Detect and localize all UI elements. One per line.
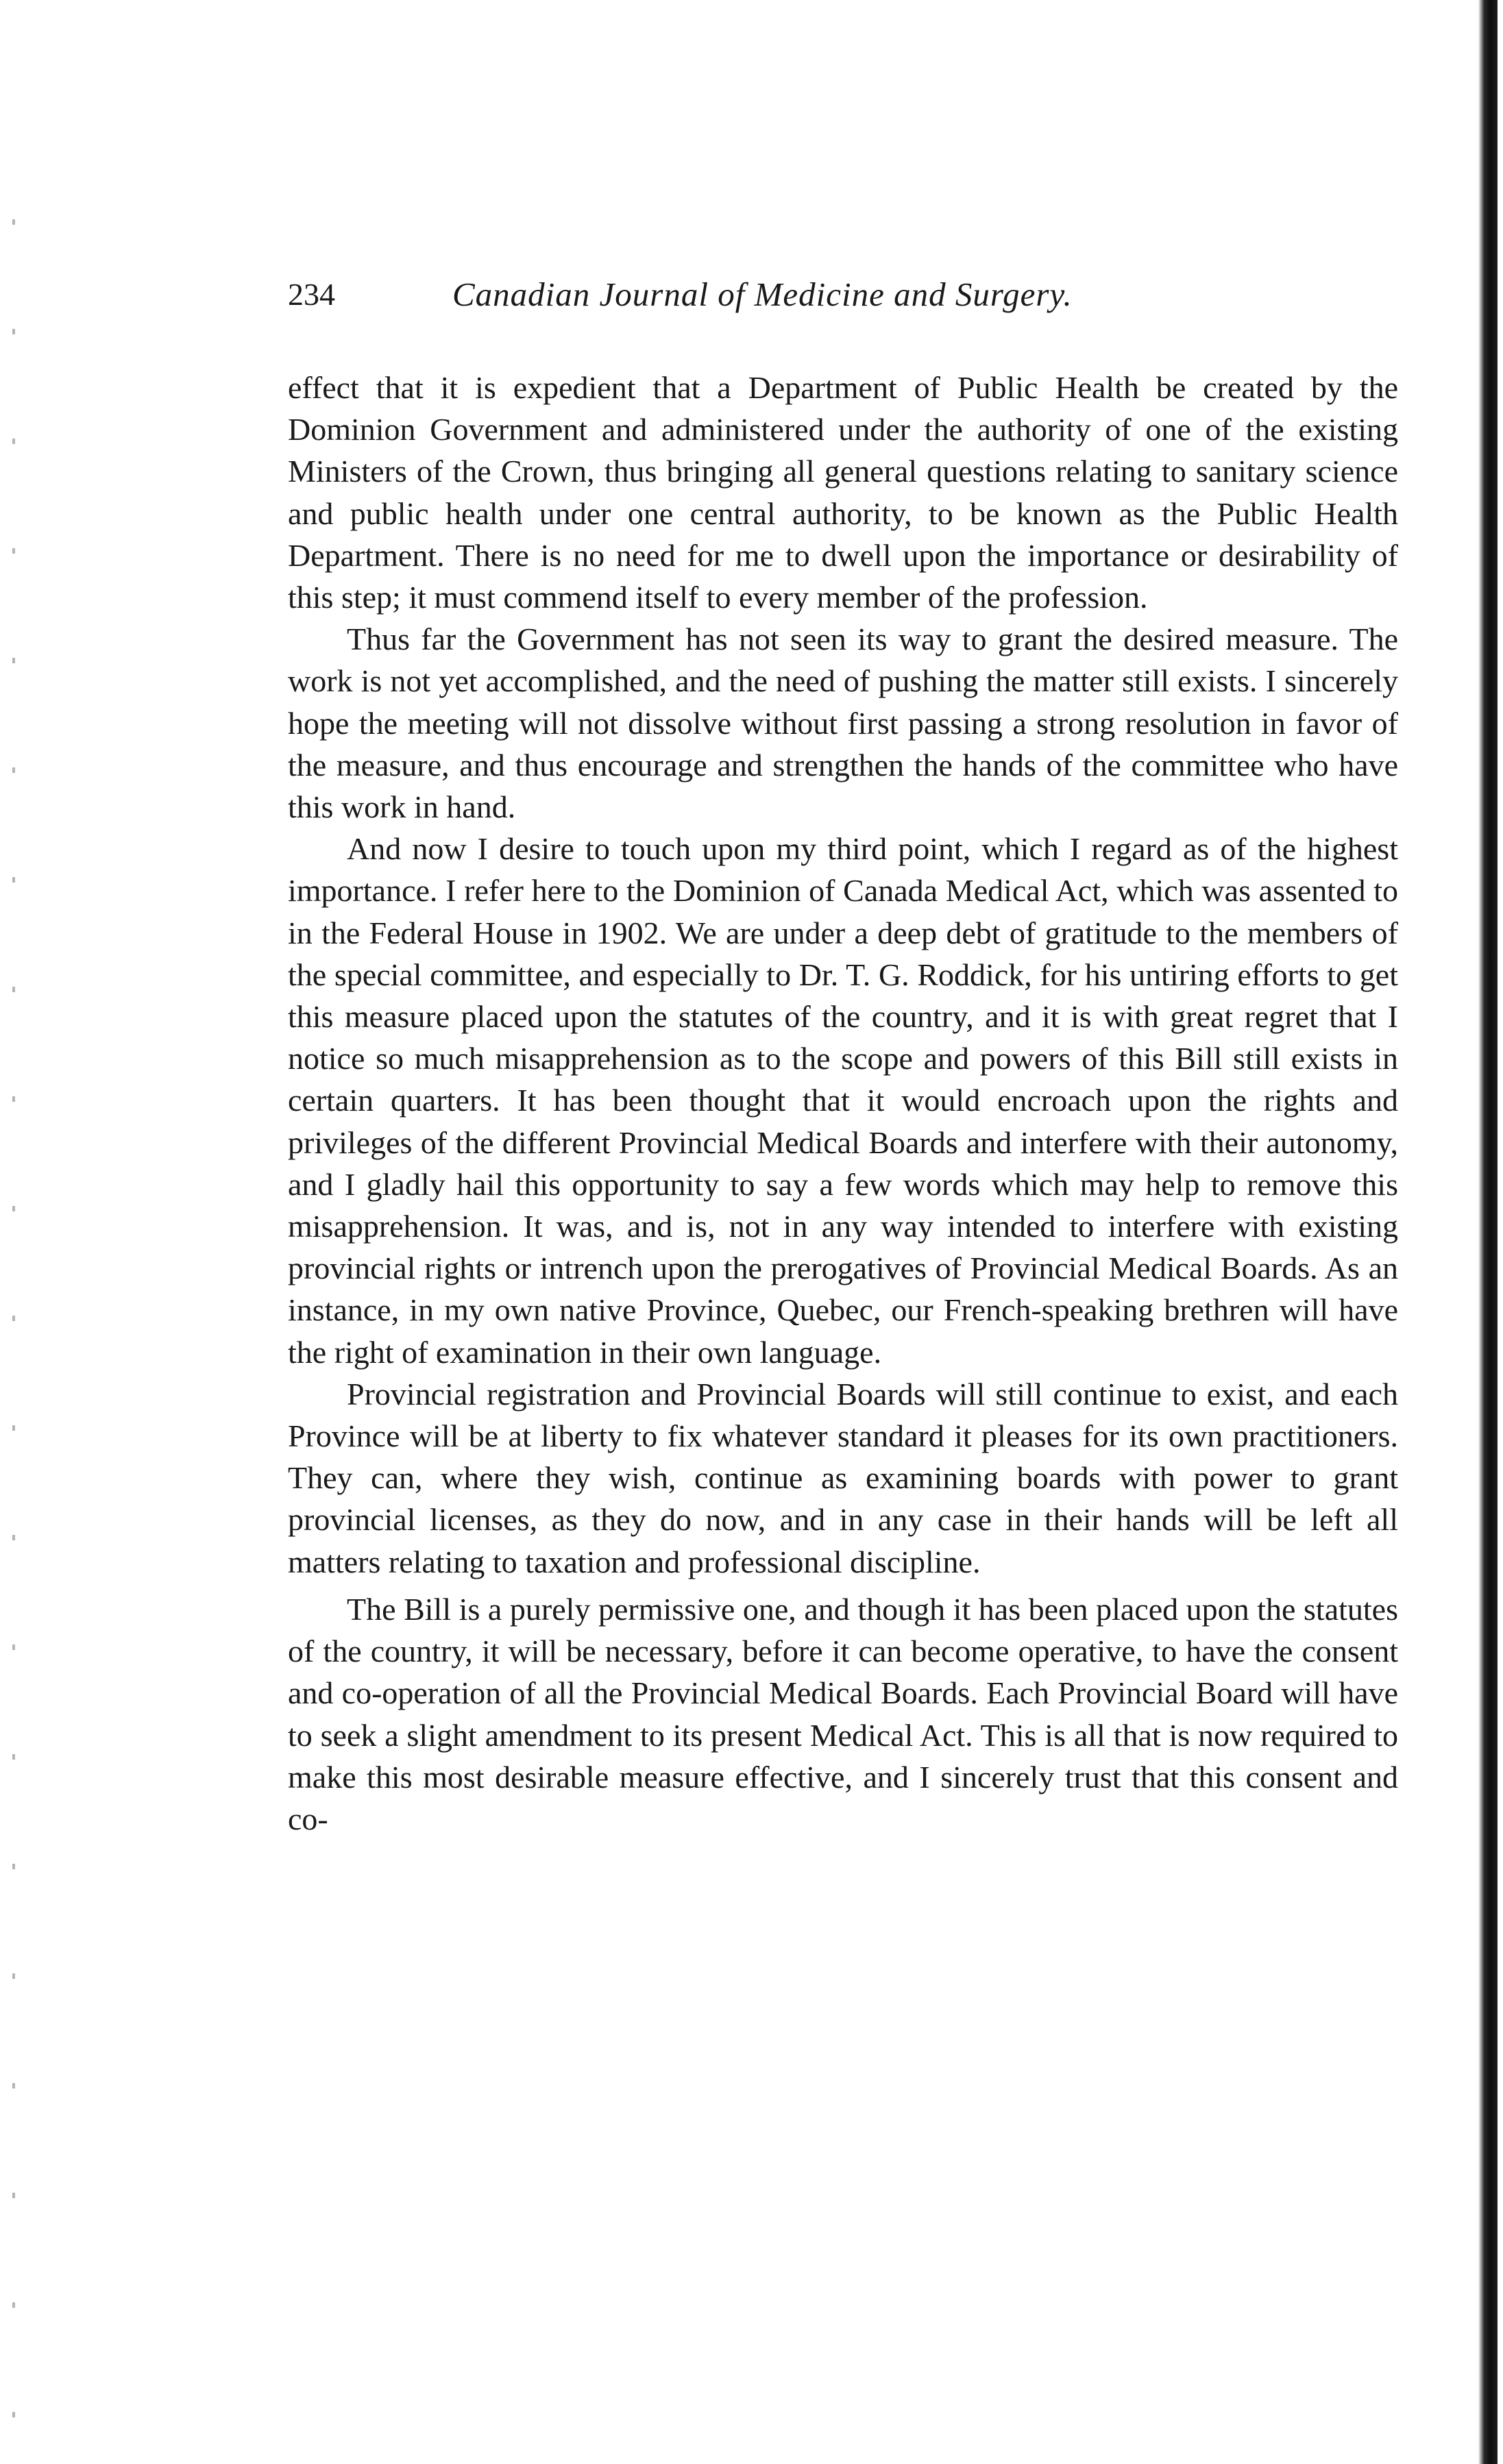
binding-edge (1478, 0, 1498, 2464)
running-header (288, 271, 1371, 319)
paragraph-2: Thus far the Government has not seen its way to grant the desired measure. The work is not yet accomplished, and the need of pushing the matter still exists. I sincerely hope the meeting will not dissolve without first passing a strong resolution in favor of the measure, and thus encourage and strengthen the hands of the committee who have this work in hand. (288, 621, 1398, 825)
paragraph-1: effect that it is expedient that a Department of Public Health be created by the Dominion Government and administered under the authority of one of the existing Ministers of the Crown, thus bringing all general questions relating to sanitary science and public health under one central authority, to be known as the Public Health Department. There is no need for me to dwell upon the importance or desirability of this step; it must commend itself to every member of the profession. (288, 370, 1398, 615)
paragraph-5: The Bill is a purely permissive one, and though it has been placed upon the statutes of the country, it will be necessary, before it can become operative, to have the consent and co-operation of all the Provincial Medical Boards. Each Provincial Board will have to seek a slight amendment to its present Medical Act. This is all that is now required to make this most desirable measure effective, and I sincerely trust that this consent and co- (288, 1591, 1398, 1836)
article-body (288, 367, 1398, 1840)
page-number: 234 (288, 277, 335, 312)
running-title: Canadian Journal of Medicine and Surgery. (452, 275, 1073, 313)
paragraph-3: And now I desire to touch upon my third point, which I regard as of the highest importance. I refer here to the Dominion of Canada Medical Act, which was assented to in the Federal House in 1902. We are under a deep debt of gratitude to the members of the special committee, and especially to Dr. T. G. Roddick, for his untiring efforts to get this measure placed upon the statutes of the country, and it is with great regret that I notice so much misapprehension as to the scope and powers of this Bill still exists in certain quarters. It has been thought that it would encroach upon the rights and privileges of the different Provincial Medical Boards and interfere with their autonomy, and I gladly hail this opportunity to say a few words which may help to remove this misapprehension. It was, and is, not in any way intended to interfere with existing provincial rights or intrench upon the prerogatives of Provincial Medical Boards. As an instance, in my own native Province, Quebec, our French-speaking brethren will have the right of examination in their own language. (288, 831, 1398, 1370)
paragraph-4: Provincial registration and Provincial Boards will still continue to exist, and each Province will be at liberty to fix whatever standard it pleases for its own practitioners. They can, where they wish, continue as examining boards with power to grant provincial licenses, as they do now, and in any case in their hands will be left all matters relating to taxation and professional discipline. (288, 1376, 1398, 1579)
scan-margin-specks (12, 171, 15, 2432)
